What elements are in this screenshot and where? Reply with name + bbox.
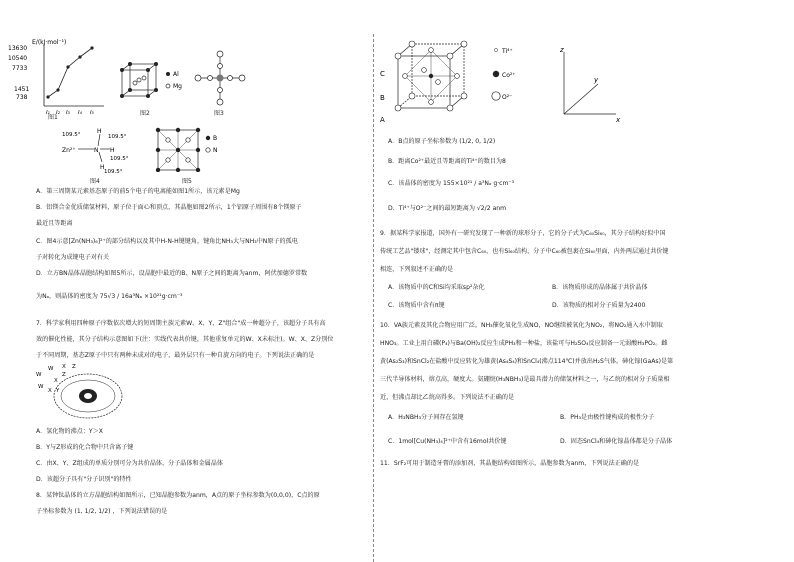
q8-a-coord: (1/2, 0, 1/2) [459,138,496,145]
q10-option-a: A．H₃NBH₃分子间存在氢键 [388,414,464,421]
point-a-label: A [380,116,385,124]
column-divider [373,34,374,562]
figure-3-caption: 图3 [214,110,224,117]
ytick-738: 738 [16,94,28,101]
q6-d-formula: 75√3 / 16a³Nₐ [99,293,143,300]
q9-stem-line3: 相连，下列叙述不正确的是 [380,266,454,273]
xtick-i3: I₃ [66,110,70,116]
angle-d: 109.5° [104,169,123,174]
q7-option-a: A．氢化物的沸点：Y＞X [36,428,103,435]
atom-z1: Z [72,364,76,370]
q6-option-c-line1: C．图4示意[Zn(NH₃)₆]²⁺的部分结构以及其中H-N-H键键角，键角比NH₃大与NH₃中N原子的孤电 [36,238,298,245]
q8-c-tail: g·cm⁻³ [493,180,515,187]
legend-n: N [213,147,218,154]
legend-b: B [213,135,218,142]
q6-option-b-line1: B．铝镁合金优质储氢材料，原子位于面心和顶点，其晶胞如图2所示，1个铝原子周围有8个镁原子 [36,204,302,211]
atom-z2: Z [62,372,66,378]
q10-stem-line3: 黄(As₂S₃)和SnCl₂在盐酸中反应转化为雄黄(As₄S₄)和SnCl₄(沸点114℃)并放出H₂S气体。砷化镓(GaAs)是第 [380,358,674,365]
al-mg-crystal-cell-diagram [118,60,193,105]
legend-o: O²⁻ [502,94,513,101]
figure-1-caption: 图1 [48,114,58,121]
data-point [90,46,93,49]
chart-ylabel: E/(kJ·mol⁻¹) [32,39,67,46]
ytick-13630: 13630 [8,45,28,52]
figure-2-caption: 图2 [140,110,150,117]
q10-stem-line5: 近，但沸点却比乙烷高得多。下列说法不正确的是 [380,394,515,401]
axis-x-label: x [616,116,621,124]
zn-ion-label: Zn²⁺ [62,147,76,154]
axis-y-label: y [594,76,599,84]
q6-option-c-line2: 子对转化为成键电子对有关 [36,254,110,261]
h-atom-bottom: H [100,164,105,171]
ytick-1451: 1451 [14,86,30,93]
q10-stem-line2: HNO₃。工业上用白磷(P₄)与Ba(OH)₂反应生成PH₃和一种盐，该盐可与H₂SO₄反应制备一元弱酸H₃PO₂。雌 [380,340,668,347]
ytick-10540: 10540 [8,55,28,62]
q8-a-text: A．B点的原子坐标参数为 [388,138,458,145]
q6-option-d-line1: D．立方BN晶体晶胞结构如图5所示，设晶胞中最近的B、N原子之间的距离为anm，阿伏加德罗常数 [36,270,308,277]
q10-option-c: C．1mol[Cu(NH₃)₄]²⁺中含有16mol共价键 [388,438,507,445]
supramolecule-diagram [34,362,134,424]
q7-stem-line1: 7．科学家利用四种原子序数依次增大的短周期主族元素W、X、Y、Z"组合"成一种超分子，该超分子具有高 [36,320,326,327]
angle-b: 109.5° [108,134,127,140]
q9-stem-line2: 传统工艺品"镂球"，经测定其中包含C₆₀，也有Si₆₀结构，分子中C₆₀被包裹在Si₆₀里面，内外两层通过共价键 [380,248,669,255]
point-b-label: B [380,94,385,102]
xtick-i1: I₁ [46,110,50,116]
q8-stem-line1: 8．某钟钛晶体的立方晶胞结构如图所示，已知晶胞参数为anm，A点的原子坐标参数为(0,0,0)，C点的原 [36,492,320,499]
bn-crystal-cell-diagram [150,124,230,172]
q11-stem-line1: 11．SrF₂可用于制造牙膏的添加剂，其晶胞结构如图所示，晶胞参数为anm，下列说法正确的是 [380,460,640,467]
legend-ti: Ti⁴⁺ [502,48,513,55]
xtick-i5: I₅ [90,110,94,116]
legend-al: Al [173,71,179,78]
zn-ammine-structure-diagram [60,124,145,174]
q8-d-tail: anm [492,205,507,212]
point-c-label: C [380,70,385,78]
q7-stem-line3: 于不同周期，基态Z原子中只有两种未成对的电子，最外层只有一种自旋方向的电子。下列说法正确的是 [36,352,315,359]
q9-option-c: C．该物质中含有π键 [388,302,445,309]
q9-option-a: A．该物质中的C和Si均采取sp²杂化 [388,284,485,291]
h-atom-top: H [97,128,102,135]
figure-5-caption: 图5 [182,178,192,185]
q10-option-d: D．固态SnCl₄和砷化镓晶体都是分子晶体 [560,438,673,445]
q7-option-d: D．该超分子具有"分子识别"的特性 [36,476,132,483]
q9-option-b: B．该物质形成的晶体属于共价晶体 [552,284,648,291]
q7-option-c: C．由X、Y、Z组成的单质分别可分为共价晶体、分子晶体和金属晶体 [36,460,223,467]
q8-option-d [388,205,506,213]
q7-stem-line2: 效的催化性能，其分子结构示意图如下(注：实线代表共价键，其他重复单元的W、X未标注)。W、X、Z分别位 [36,336,334,343]
atom-x2: X [62,364,66,370]
q6-option-b-line2: 最近且等距离 [36,220,73,227]
ionization-energy-chart [6,36,111,120]
q8-c-text: C．该晶体的密度为 [388,180,442,187]
data-point [46,95,49,98]
q9-option-d: D．该物质的相对分子质量为2400 [552,302,646,309]
q8-coord-c: (1, 1/2, 1/2) [74,508,111,515]
atom-x3: X [48,388,52,394]
q8-stem-text: 子坐标参数为 [36,508,73,515]
axis-z-label: z [560,46,564,54]
data-point [56,88,59,91]
q7-option-b: B．Y与Z形成的化合物中只含离子键 [36,444,134,451]
atom-x1: X [54,378,58,384]
q10-stem-line4: 三代半导体材料，熔点高，硬度大。氨硼烷(H₃NBH₃)是最具潜力的储氢材料之一，与乙烷的相对分子质量相 [380,376,670,383]
angle-c: 109.5° [110,156,129,162]
xtick-i2: I₂ [56,110,60,116]
q10-stem-line1: 10．VA族元素及其化合物应用广泛。NH₃催化氧化生成NO，NO继续被氧化为NO₂，将NO₂通入水中制取 [380,322,663,329]
atom-w2: W [48,366,54,372]
q8-d-formula: √2/2 [476,205,491,212]
q8-option-b: B．距离Co²⁺最近且等距离的Ti⁴⁺的数目为8 [388,158,506,165]
atom-w1: W [36,372,42,378]
q8-d-text: D．Ti⁴⁺与O²⁻之间的最短距离为 [388,205,475,212]
q6-d-tail: ×10²¹g·cm⁻³ [144,293,183,300]
legend-mg: Mg [173,83,182,90]
angle-a: 109.5° [62,132,81,138]
q8-option-a [388,138,495,146]
q8-option-c [388,180,514,188]
q6-option-d-line2 [36,293,183,301]
data-point [78,55,81,58]
h-atom-right: H [110,147,115,154]
figure-4-caption: 图4 [90,178,100,185]
perovskite-cell-diagram [378,38,528,128]
q6-d-text: 为Nₐ，则晶体的密度为 [36,293,98,300]
q9-stem-line1: 9．据某科学家报道，国外有一研究发现了一种新的球形分子，它的分子式为C₆₀Si₆₀，其分子结构好似中国 [380,230,666,237]
q10-option-b: B．PH₃是由极性键构成的极性分子 [560,414,655,421]
xyz-axes-diagram [554,44,624,124]
q8-stem-line2 [36,508,167,516]
n-atom-label: N [94,147,99,154]
legend-co: Co²⁺ [502,72,516,79]
xtick-i4: I₄ [78,110,82,116]
q6-option-a: A．第三周期某元素基态原子的前5个电子的电离能如图1所示，该元素是Mg [36,188,240,195]
atom-y1: Y [56,388,60,394]
q8-stem-tail: ，下列说法错误的是 [112,508,168,515]
data-point [66,65,69,68]
q8-c-formula: 155×10²¹ / a³Nₐ [442,180,492,187]
ytick-7733: 7733 [12,65,28,72]
octahedral-molecule-diagram [194,48,246,108]
atom-w3: W [38,384,44,390]
